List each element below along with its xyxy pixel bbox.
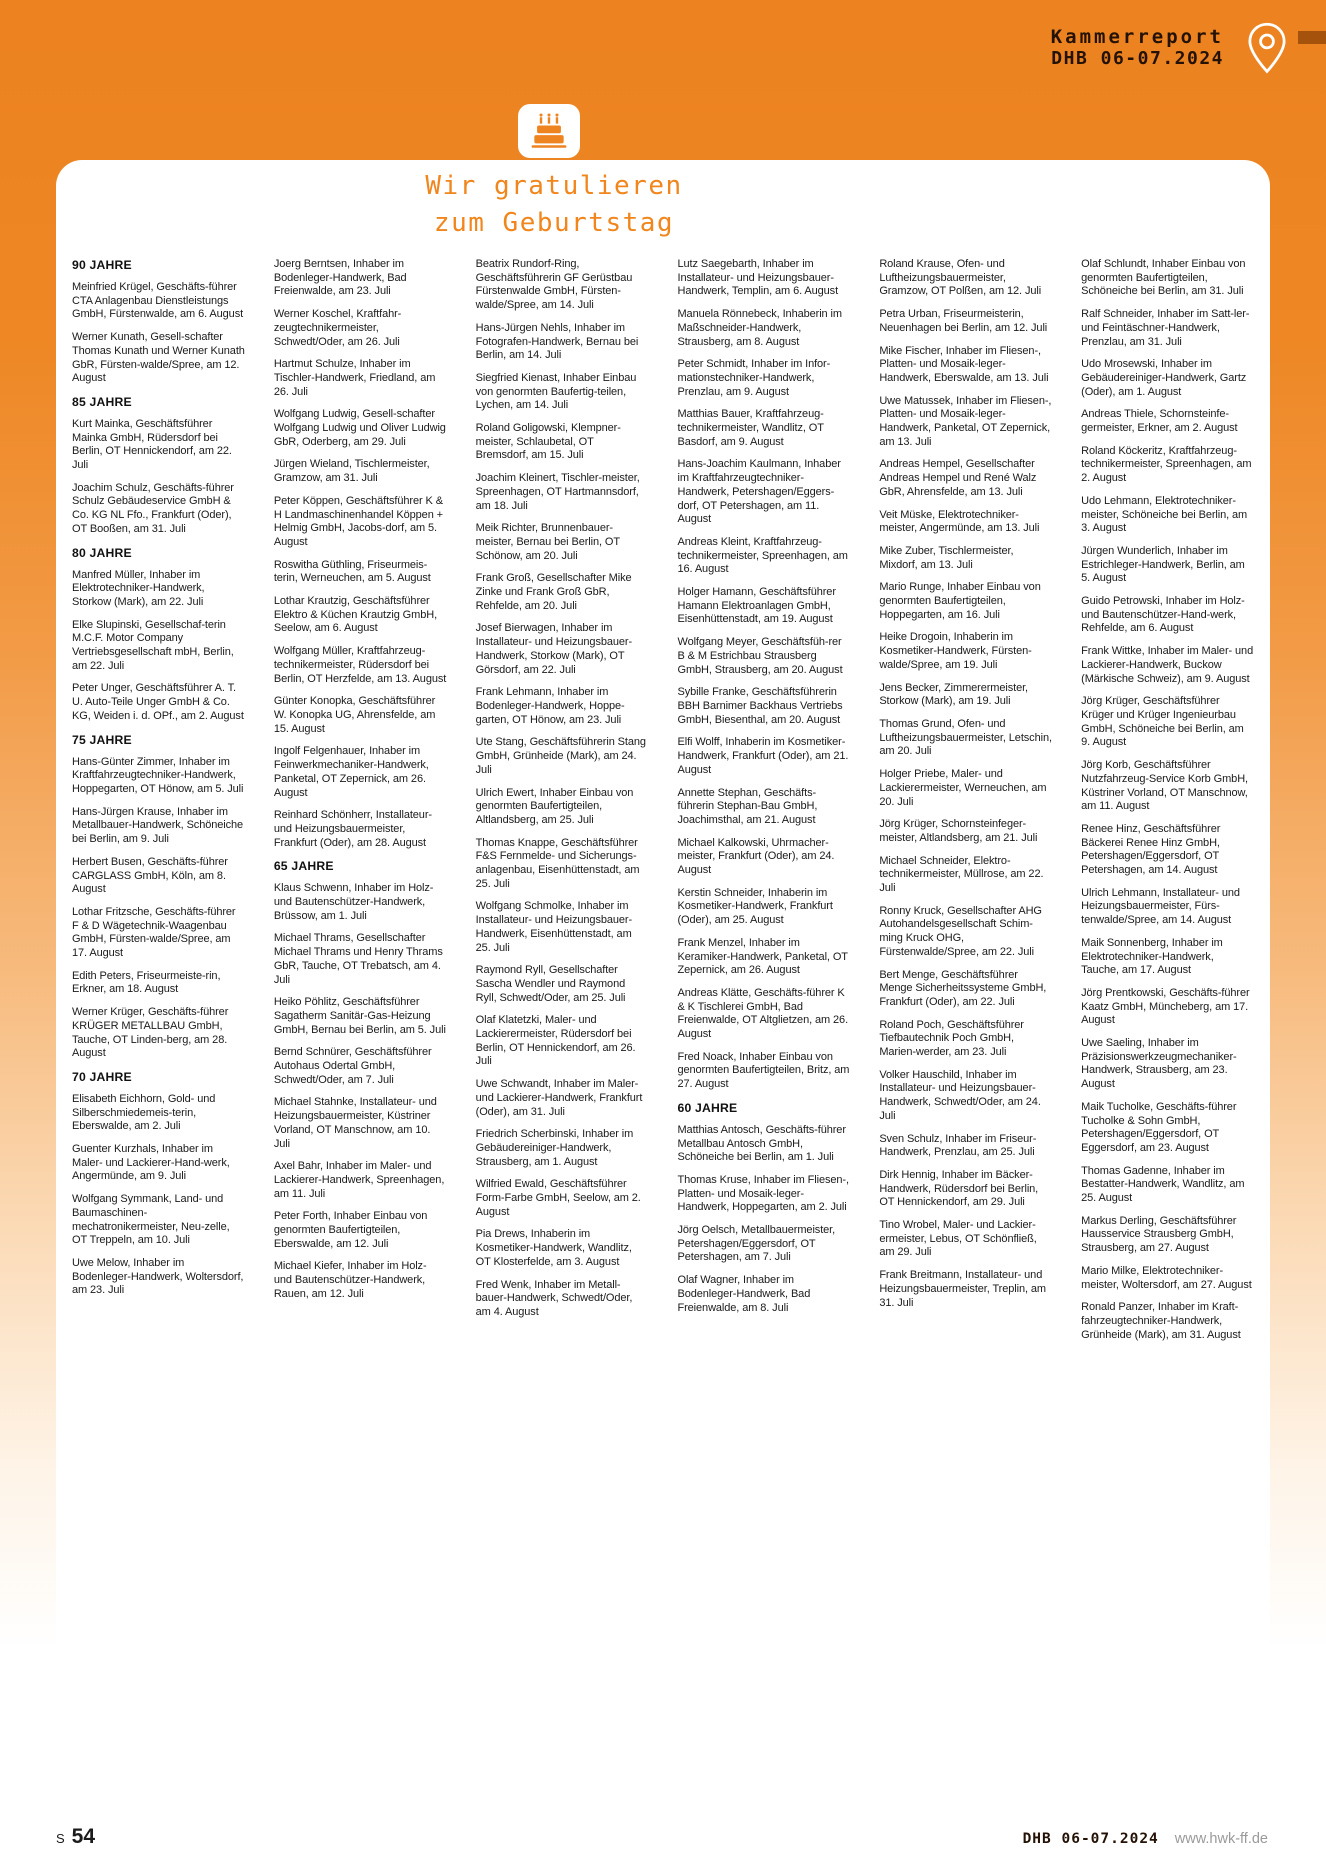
birthday-entry: Markus Derling, Geschäftsführer Hausservice Strausberg GmbH, Strausberg, am 27. August xyxy=(1081,1214,1237,1255)
birthday-entry: Klaus Schwenn, Inhaber im Holz- und Bautenschützer-Handwerk, Brüssow, am 1. Juli xyxy=(273,882,434,922)
birthday-entry: Ralf Schneider, Inhaber im Satt-ler- und Feintäschner-Handwerk, Prenzlau, am 31. Juli xyxy=(1081,308,1250,348)
birthday-entry: Jörg Krüger, Schornsteinfeger-meister, Altlandsberg, am 21. Juli xyxy=(879,818,1038,844)
birthday-entry: Bernd Schnürer, Geschäftsführer Autohaus Odertal GmbH, Schwedt/Oder, am 7. Juli xyxy=(273,1046,432,1086)
birthday-entry: Joerg Berntsen, Inhaber im Bodenleger-Handwerk, Bad Freienwalde, am 23. Juli xyxy=(273,258,407,298)
birthday-entry: Joachim Kleinert, Tischler-meister, Spreenhagen, OT Hartmannsdorf, am 18. Juli xyxy=(475,472,640,512)
birthday-entry: Wolfgang Symmank, Land- und Baumaschinen-mechatronikermeister, Neu-zelle, OT Treppeln, am 10. Juli xyxy=(72,1193,230,1247)
birthday-entry: Manfred Müller, Inhaber im Elektrotechniker-Handwerk, Storkow (Mark), am 22. Juli xyxy=(72,568,205,608)
birthday-entry: Josef Bierwagen, Inhaber im Installateur- und Heizungsbauer-Handwerk, Storkow (Mark), OT Görsdorf, am 22. Juli xyxy=(475,622,633,676)
birthday-entry: Wolfgang Meyer, Geschäftsfüh-rer B & M Estrichbau Strausberg GmbH, Strausberg, am 20. August xyxy=(677,636,843,676)
birthday-entry: Hans-Jürgen Nehls, Inhaber im Fotografen-Handwerk, Bernau bei Berlin, am 14. Juli xyxy=(475,321,639,362)
page-number-value: 54 xyxy=(71,1825,96,1848)
birthday-entry: Beatrix Rundorf-Ring, Geschäftsführerin GF Gerüstbau Fürstenwalde GmbH, Fürsten-walde/Spree, am 14. Juli xyxy=(475,258,633,312)
birthday-entry: Jörg Oelsch, Metallbauermeister, Petershagen/Eggersdorf, OT Petershagen, am 7. Juli xyxy=(677,1224,836,1264)
title-line-2: zum Geburtstag xyxy=(433,208,675,238)
birthday-entry: Frank Lehmann, Inhaber im Bodenleger-Handwerk, Hoppe-garten, OT Hönow, am 23. Juli xyxy=(475,686,625,726)
birthday-entry: Tino Wrobel, Maler- und Lackier-ermeister, Lebus, OT Schönfließ, am 29. Juli xyxy=(879,1219,1037,1259)
birthday-entry: Ute Stang, Geschäftsführerin Stang GmbH, Grünheide (Mark), am 24. Juli xyxy=(475,736,646,776)
birthday-entry: Renee Hinz, Geschäftsführer Bäckerei Renee Hinz GmbH, Petershagen/Eggersdorf, OT Petershagen, am 14. August xyxy=(1081,822,1221,877)
birthday-entry: Petra Urban, Friseurmeisterin, Neuenhagen bei Berlin, am 12. Juli xyxy=(879,308,1048,334)
birthday-entry: Michael Kiefer, Inhaber im Holz- und Bautenschützer-Handwerk, Rauen, am 12. Juli xyxy=(273,1260,427,1300)
birthday-entry: Hartmut Schulze, Inhaber im Tischler-Handwerk, Friedland, am 26. Juli xyxy=(273,358,436,398)
birthday-entry: Jürgen Wunderlich, Inhaber im Estrichleger-Handwerk, Berlin, am 5. August xyxy=(1081,544,1245,585)
header-accent-bar xyxy=(1298,31,1326,44)
birthday-entry: Kurt Mainka, Geschäftsführer Mainka GmbH, Rüdersdorf bei Berlin, OT Hennickendorf, am 22. Juli xyxy=(72,417,232,472)
birthday-entry: Holger Priebe, Maler- und Lackierermeister, Werneuchen, am 20. Juli xyxy=(879,768,1047,808)
birthday-entry: Bert Menge, Geschäftsführer Menge Sicherheitssysteme GmbH, Frankfurt (Oder), am 22. Juli xyxy=(879,968,1047,1008)
birthday-entry: Mario Milke, Elektrotechniker-meister, Woltersdorf, am 27. August xyxy=(1081,1264,1252,1291)
birthday-entry: Sybille Franke, Geschäftsführerin BBH Barnimer Backhaus Vertriebs GmbH, Biesenthal, am 20. August xyxy=(677,686,843,726)
birthday-entry: Meinfried Krügel, Geschäfts-führer CTA Anlagenbau Dienstleistungs GmbH, Fürstenwalde, am 6. August xyxy=(72,281,244,321)
birthday-entry: Mike Zuber, Tischlermeister, Mixdorf, am 13. Juli xyxy=(879,544,1014,571)
birthday-entry: Ulrich Lehmann, Installateur- und Heizungsbauermeister, Fürs-tenwalde/Spree, am 14. August xyxy=(1081,886,1240,927)
birthday-entry: Raymond Ryll, Gesellschafter Sascha Wendler und Raymond Ryll, Schwedt/Oder, am 25. Juli xyxy=(475,964,626,1004)
birthday-entry: Thomas Knappe, Geschäftsführer F&S Fernmelde- und Sicherungs-anlagenbau, Eisenhüttenstadt, am 25. Juli xyxy=(475,836,640,890)
birthday-entry: Hans-Jürgen Krause, Inhaber im Metallbauer-Handwerk, Schöneiche bei Berlin, am 9. Juli xyxy=(72,805,244,846)
birthday-entry: Annette Stephan, Geschäfts-führerin Stephan-Bau GmbH, Joachimsthal, am 21. August xyxy=(677,786,818,826)
brand-name: Kammerreport xyxy=(1050,26,1224,48)
birthday-entry: Maik Sonnenberg, Inhaber im Elektrotechniker-Handwerk, Tauche, am 17. August xyxy=(1081,936,1223,977)
birthday-entry: Uwe Saeling, Inhaber im Präzisionswerkzeugmechaniker-Handwerk, Strausberg, am 23. August xyxy=(1081,1037,1237,1091)
birthday-entry: Lothar Fritzsche, Geschäfts-führer F & D Wägetechnik-Waagenbau GmbH, Fürsten-walde/Spree, am 17. August xyxy=(72,905,236,960)
birthday-entry: Thomas Kruse, Inhaber im Fliesen-, Platten- und Mosaik-leger-Handwerk, Hoppegarten, am 2. Juli xyxy=(677,1173,849,1214)
birthday-entry: Siegfried Kienast, Inhaber Einbau von genormten Baufertig-teilen, Lychen, am 14. Juli xyxy=(475,371,637,412)
birthday-entry: Wolfgang Schmolke, Inhaber im Installateur- und Heizungsbauer-Handwerk, Eisenhüttenstadt, am 25. Juli xyxy=(475,900,633,954)
age-heading: 65 JAHRE xyxy=(273,859,334,874)
birthday-entry: Roswitha Güthling, Friseurmeis-terin, Werneuchen, am 5. August xyxy=(273,558,431,585)
birthday-entry: Matthias Antosch, Geschäfts-führer Metallbau Antosch GmbH, Schöneiche bei Berlin, am 1. Juli xyxy=(677,1123,846,1164)
birthday-entry: Jörg Korb, Geschäftsführer Nutzfahrzeug-Service Korb GmbH, Küstriner Vorland, OT Manschnow, am 11. August xyxy=(1081,759,1248,813)
birthday-entry: Heike Drogoin, Inhaberin im Kosmetiker-Handwerk, Fürsten-walde/Spree, am 19. Juli xyxy=(879,631,1032,671)
birthday-entry: Sven Schulz, Inhaber im Friseur-Handwerk, Prenzlau, am 25. Juli xyxy=(879,1132,1037,1159)
birthday-entry: Peter Unger, Geschäftsführer A. T. U. Auto-Teile Unger GmbH & Co. KG, Weiden i. d. OPf., am 2. August xyxy=(72,682,244,722)
birthday-entry: Roland Köckeritz, Kraftfahrzeug-technikermeister, Spreenhagen, am 2. August xyxy=(1081,444,1252,485)
birthday-entry: Olaf Klatetzki, Maler- und Lackierermeister, Rüdersdorf bei Berlin, OT Hennickendorf, am 26. Juli xyxy=(475,1014,636,1068)
birthday-cake-icon xyxy=(518,104,580,158)
birthday-entry: Herbert Busen, Geschäfts-führer CARGLASS GmbH, Köln, am 8. August xyxy=(72,855,228,896)
birthday-entry: Andreas Hempel, Gesellschafter Andreas Hempel und René Walz GbR, Ahrensfelde, am 13. Juli xyxy=(879,458,1037,498)
birthday-entry: Edith Peters, Friseurmeiste-rin, Erkner, am 18. August xyxy=(72,969,221,996)
birthday-entry: Werner Kunath, Gesell-schafter Thomas Kunath und Werner Kunath GbR, Fürsten-walde/Spree, am 12. August xyxy=(72,331,245,385)
birthday-entry: Pia Drews, Inhaberin im Kosmetiker-Handwerk, Wandlitz, OT Klosterfelde, am 3. August xyxy=(475,1228,632,1268)
birthday-entry: Roland Krause, Ofen- und Luftheizungsbauermeister, Gramzow, OT Polßen, am 12. Juli xyxy=(879,258,1042,298)
page-prefix: S xyxy=(56,1831,65,1846)
column-3 xyxy=(476,258,649,1351)
column-6 xyxy=(1081,258,1254,1351)
birthday-entry: Andreas Thiele, Schornsteinfe-germeister, Erkner, am 2. August xyxy=(1081,408,1238,435)
birthday-entry: Holger Hamann, Geschäftsführer Hamann Elektroanlagen GmbH, Eisenhüttenstadt, am 19. August xyxy=(677,586,836,626)
birthday-entry: Meik Richter, Brunnenbauer-meister, Bernau bei Berlin, OT Schönow, am 20. Juli xyxy=(475,522,620,562)
birthday-entry: Olaf Schlundt, Inhaber Einbau von genormten Baufertigteilen, Schöneiche bei Berlin, am 31. Juli xyxy=(1081,258,1246,298)
birthday-entry: Dirk Hennig, Inhaber im Bäcker-Handwerk, Rüdersdorf bei Berlin, OT Hennickendorf, am 29. Juli xyxy=(879,1168,1039,1209)
footer-website: www.hwk-ff.de xyxy=(1174,1831,1268,1847)
content-card xyxy=(56,160,1270,1802)
birthday-entry: Guenter Kurzhals, Inhaber im Maler- und Lackierer-Hand-werk, Angermünde, am 9. Juli xyxy=(72,1143,230,1183)
birthday-entry: Manuela Rönnebeck, Inhaberin im Maßschneider-Handwerk, Strausberg, am 8. August xyxy=(677,308,842,348)
birthday-entry: Hans-Günter Zimmer, Inhaber im Kraftfahrzeugtechniker-Handwerk, Hoppegarten, OT Hönow, am 5. Juli xyxy=(72,755,244,795)
birthday-entry: Uwe Schwandt, Inhaber im Maler- und Lackierer-Handwerk, Frankfurt (Oder), am 31. Juli xyxy=(475,1078,643,1118)
brand-issue: DHB 06-07.2024 xyxy=(1051,48,1224,69)
birthday-entry: Matthias Bauer, Kraftfahrzeug-technikermeister, Wandlitz, OT Basdorf, am 9. August xyxy=(677,408,824,448)
birthday-entry: Olaf Wagner, Inhaber im Bodenleger-Handwerk, Bad Freienwalde, am 8. Juli xyxy=(677,1274,811,1314)
age-heading: 80 JAHRE xyxy=(72,545,132,560)
birthday-entry: Kerstin Schneider, Inhaberin im Kosmetiker-Handwerk, Frankfurt (Oder), am 25. August xyxy=(677,886,833,927)
birthday-entry: Lothar Krautzig, Geschäftsführer Elektro & Küchen Krautzig GmbH, Seelow, am 6. August xyxy=(273,595,438,635)
birthday-entry: Ronald Panzer, Inhaber im Kraft-fahrzeugtechniker-Handwerk, Grünheide (Mark), am 31. August xyxy=(1081,1301,1241,1341)
birthday-entry: Reinhard Schönherr, Installateur- und Heizungsbauermeister, Frankfurt (Oder), am 28. August xyxy=(273,809,432,849)
birthday-entry: Thomas Grund, Ofen- und Luftheizungsbauermeister, Letschin, am 20. Juli xyxy=(879,717,1052,758)
title-line-1: Wir gratulieren xyxy=(425,171,683,201)
footer xyxy=(56,1825,1268,1849)
footer-issue: DHB 06-07.2024 xyxy=(1022,1831,1159,1847)
birthday-entry: Mike Fischer, Inhaber im Fliesen-, Platten- und Mosaik-leger-Handwerk, Eberswalde, am 13. Juli xyxy=(879,344,1049,384)
birthday-entry: Werner Krüger, Geschäfts-führer KRÜGER METALLBAU GmbH, Tauche, OT Linden-berg, am 28. August xyxy=(72,1006,229,1060)
birthday-entry: Thomas Gadenne, Inhaber im Bestatter-Handwerk, Wandlitz, am 25. August xyxy=(1081,1164,1245,1205)
birthday-entry: Andreas Kleint, Kraftfahrzeug-technikermeister, Spreenhagen, am 16. August xyxy=(677,535,848,576)
birthday-entry: Frank Menzel, Inhaber im Keramiker-Handwerk, Panketal, OT Zepernick, am 26. August xyxy=(677,936,848,977)
birthday-entry: Frank Wittke, Inhaber im Maler- und Lackierer-Handwerk, Buckow (Märkische Schweiz), am 9. August xyxy=(1081,645,1254,685)
column-4 xyxy=(677,258,850,1351)
birthday-entry: Ingolf Felgenhauer, Inhaber im Feinwerkmechaniker-Handwerk, Panketal, OT Zepernick, am 26. August xyxy=(273,745,429,799)
birthday-entry: Wolfgang Ludwig, Gesell-schafter Wolfgang Ludwig und Oliver Ludwig GbR, Oderberg, am 29. Juli xyxy=(273,408,446,448)
birthday-entry: Michael Kalkowski, Uhrmacher-meister, Frankfurt (Oder), am 24. August xyxy=(677,836,835,877)
birthday-entry: Lutz Saegebarth, Inhaber im Installateur- und Heizungsbauer-Handwerk, Templin, am 6. August xyxy=(677,258,839,298)
column-5 xyxy=(879,258,1052,1351)
birthday-entry: Volker Hauschild, Inhaber im Installateur- und Heizungsbauer-Handwerk, Schwedt/Oder, am 24. Juli xyxy=(879,1068,1041,1122)
page-number xyxy=(56,1825,95,1849)
birthday-entry: Jörg Prentkowski, Geschäfts-führer Kaatz GmbH, Müncheberg, am 17. August xyxy=(1081,986,1250,1027)
birthday-entry: Jürgen Wieland, Tischlermeister, Gramzow, am 31. Juli xyxy=(273,458,430,485)
birthday-entry: Roland Goligowski, Klempner-meister, Schlaubetal, OT Bremsdorf, am 15. Juli xyxy=(475,422,621,462)
birthday-entry: Frank Breitmann, Installateur- und Heizungsbauermeister, Treplin, am 31. Juli xyxy=(879,1269,1046,1309)
birthday-entry: Peter Forth, Inhaber Einbau von genormten Baufertigteilen, Eberswalde, am 12. Juli xyxy=(273,1210,428,1250)
age-heading: 90 JAHRE xyxy=(72,258,132,272)
column-2 xyxy=(274,258,447,1351)
birthday-entry: Mario Runge, Inhaber Einbau von genormten Baufertigteilen, Hoppegarten, am 16. Juli xyxy=(879,581,1041,621)
birthday-entry: Maik Tucholke, Geschäfts-führer Tucholke & Sohn GmbH, Petershagen/Eggersdorf, OT Eggersdorf, am 23. August xyxy=(1081,1100,1237,1154)
birthday-entry: Guido Petrowski, Inhaber im Holz- und Bautenschützer-Hand-werk, Rehfelde, am 6. August xyxy=(1081,595,1245,635)
birthday-entry: Elke Slupinski, Gesellschaf-terin M.C.F. Motor Company Vertriebsgesellschaft mbH, Berlin, am 22. Juli xyxy=(72,618,234,672)
birthday-entry: Frank Groß, Gesellschafter Mike Zinke und Frank Groß GbR, Rehfelde, am 20. Juli xyxy=(475,572,632,612)
birthday-entry: Michael Stahnke, Installateur- und Heizungsbauermeister, Küstriner Vorland, OT Manschnow, am 10. Juli xyxy=(273,1096,437,1150)
birthday-entry: Peter Schmidt, Inhaber im Infor-mationstechniker-Handwerk, Prenzlau, am 9. August xyxy=(677,358,831,398)
birthday-entry: Fred Noack, Inhaber Einbau von genormten Baufertigteilen, Britz, am 27. August xyxy=(677,1050,850,1091)
birthday-entry: Joachim Schulz, Geschäfts-führer Schulz Gebäudeservice GmbH & Co. KG NL Ffo., Frankfurt (Oder), OT Booßen, am 31. Juli xyxy=(72,481,234,535)
birthday-entry: Günter Konopka, Geschäftsführer W. Konopka UG, Ahrensfelde, am 15. August xyxy=(273,695,436,735)
birthday-entry: Fred Wenk, Inhaber im Metall-bauer-Handwerk, Schwedt/Oder, am 4. August xyxy=(475,1278,633,1318)
birthday-entry: Andreas Klätte, Geschäfts-führer K & K Tischlerei GmbH, Bad Freienwalde, OT Altglietzen, am 26. August xyxy=(677,986,849,1041)
age-heading: 85 JAHRE xyxy=(72,394,132,409)
birthday-entry: Udo Mrosewski, Inhaber im Gebäudereiniger-Handwerk, Gartz (Oder), am 1. August xyxy=(1081,358,1247,398)
birthday-entry: Ulrich Ewert, Inhaber Einbau von genormten Baufertigteilen, Altlandsberg, am 25. Juli xyxy=(475,786,634,826)
birthday-entry: Roland Poch, Geschäftsführer Tiefbautechnik Poch GmbH, Marien-werder, am 23. Juli xyxy=(879,1018,1024,1059)
birthday-entry: Udo Lehmann, Elektrotechniker-meister, Schöneiche bei Berlin, am 3. August xyxy=(1081,494,1248,535)
birthday-entry: Uwe Matussek, Inhaber im Fliesen-, Platten- und Mosaik-leger-Handwerk, Panketal, OT Zepernick, am 13. Juli xyxy=(879,394,1052,448)
birthday-entry: Ronny Kruck, Gesellschafter AHG Autohandelsgesellschaft Schim-ming Kruck OHG, Fürstenwalde/Spree, am 22. Juli xyxy=(879,904,1042,958)
footer-right xyxy=(1023,1831,1268,1847)
birthday-entry: Elfi Wolff, Inhaberin im Kosmetiker-Handwerk, Frankfurt (Oder), am 21. August xyxy=(677,736,849,776)
birthday-entry: Jens Becker, Zimmerermeister, Storkow (Mark), am 19. Juli xyxy=(879,681,1029,708)
age-heading: 75 JAHRE xyxy=(72,732,132,747)
birthday-entry: Werner Koschel, Kraftfahr-zeugtechnikermeister, Schwedt/Oder, am 26. Juli xyxy=(273,308,402,348)
birthday-entry: Michael Schneider, Elektro-technikermeister, Müllrose, am 22. Juli xyxy=(879,854,1044,895)
page-title xyxy=(154,168,954,242)
location-pin-icon xyxy=(1240,20,1294,80)
column-1 xyxy=(72,258,245,1351)
birthday-entry: Michael Thrams, Gesellschafter Michael Thrams und Henry Thrams GbR, Tauche, OT Trebatsch, am 4. Juli xyxy=(273,932,443,986)
birthday-entry: Jörg Krüger, Geschäftsführer Krüger und Krüger Ingenieurbau GmbH, Schöneiche bei Berlin, am 9. August xyxy=(1081,695,1244,749)
birthday-entry: Veit Müske, Elektrotechniker-meister, Angermünde, am 13. Juli xyxy=(879,508,1040,535)
birthday-entry: Elisabeth Eichhorn, Gold- und Silberschmiedemeis-terin, Eberswalde, am 2. Juli xyxy=(72,1092,216,1133)
age-heading: 60 JAHRE xyxy=(677,1100,738,1115)
birthday-entry: Friedrich Scherbinski, Inhaber im Gebäudereiniger-Handwerk, Strausberg, am 1. August xyxy=(475,1128,634,1168)
birthday-entry: Wolfgang Müller, Kraftfahrzeug-technikermeister, Rüdersdorf bei Berlin, OT Herzfelde, am 13. August xyxy=(273,645,447,685)
birthday-entry: Peter Köppen, Geschäftsführer K & H Landmaschinenhandel Köppen + Helmig GmbH, Jacobs-dorf, am 5. August xyxy=(273,494,443,548)
birthday-entry: Hans-Joachim Kaulmann, Inhaber im Kraftfahrzeugtechniker-Handwerk, Petershagen/Eggers-dorf, OT Petershagen, am 11. August xyxy=(677,458,841,526)
age-heading: 70 JAHRE xyxy=(72,1069,132,1084)
birthday-entry: Heiko Pöhlitz, Geschäftsführer Sagatherm Sanitär-Gas-Heizung GmbH, Bernau bei Berlin, am 5. Juli xyxy=(273,996,446,1036)
header-brand xyxy=(1051,26,1224,70)
birthday-entry: Axel Bahr, Inhaber im Maler- und Lackierer-Handwerk, Spreenhagen, am 11. Juli xyxy=(273,1160,445,1200)
birthday-entry: Uwe Melow, Inhaber im Bodenleger-Handwerk, Woltersdorf, am 23. Juli xyxy=(72,1256,244,1297)
columns xyxy=(72,258,1254,1351)
birthday-entry: Wilfried Ewald, Geschäftsführer Form-Farbe GmbH, Seelow, am 2. August xyxy=(475,1178,641,1218)
